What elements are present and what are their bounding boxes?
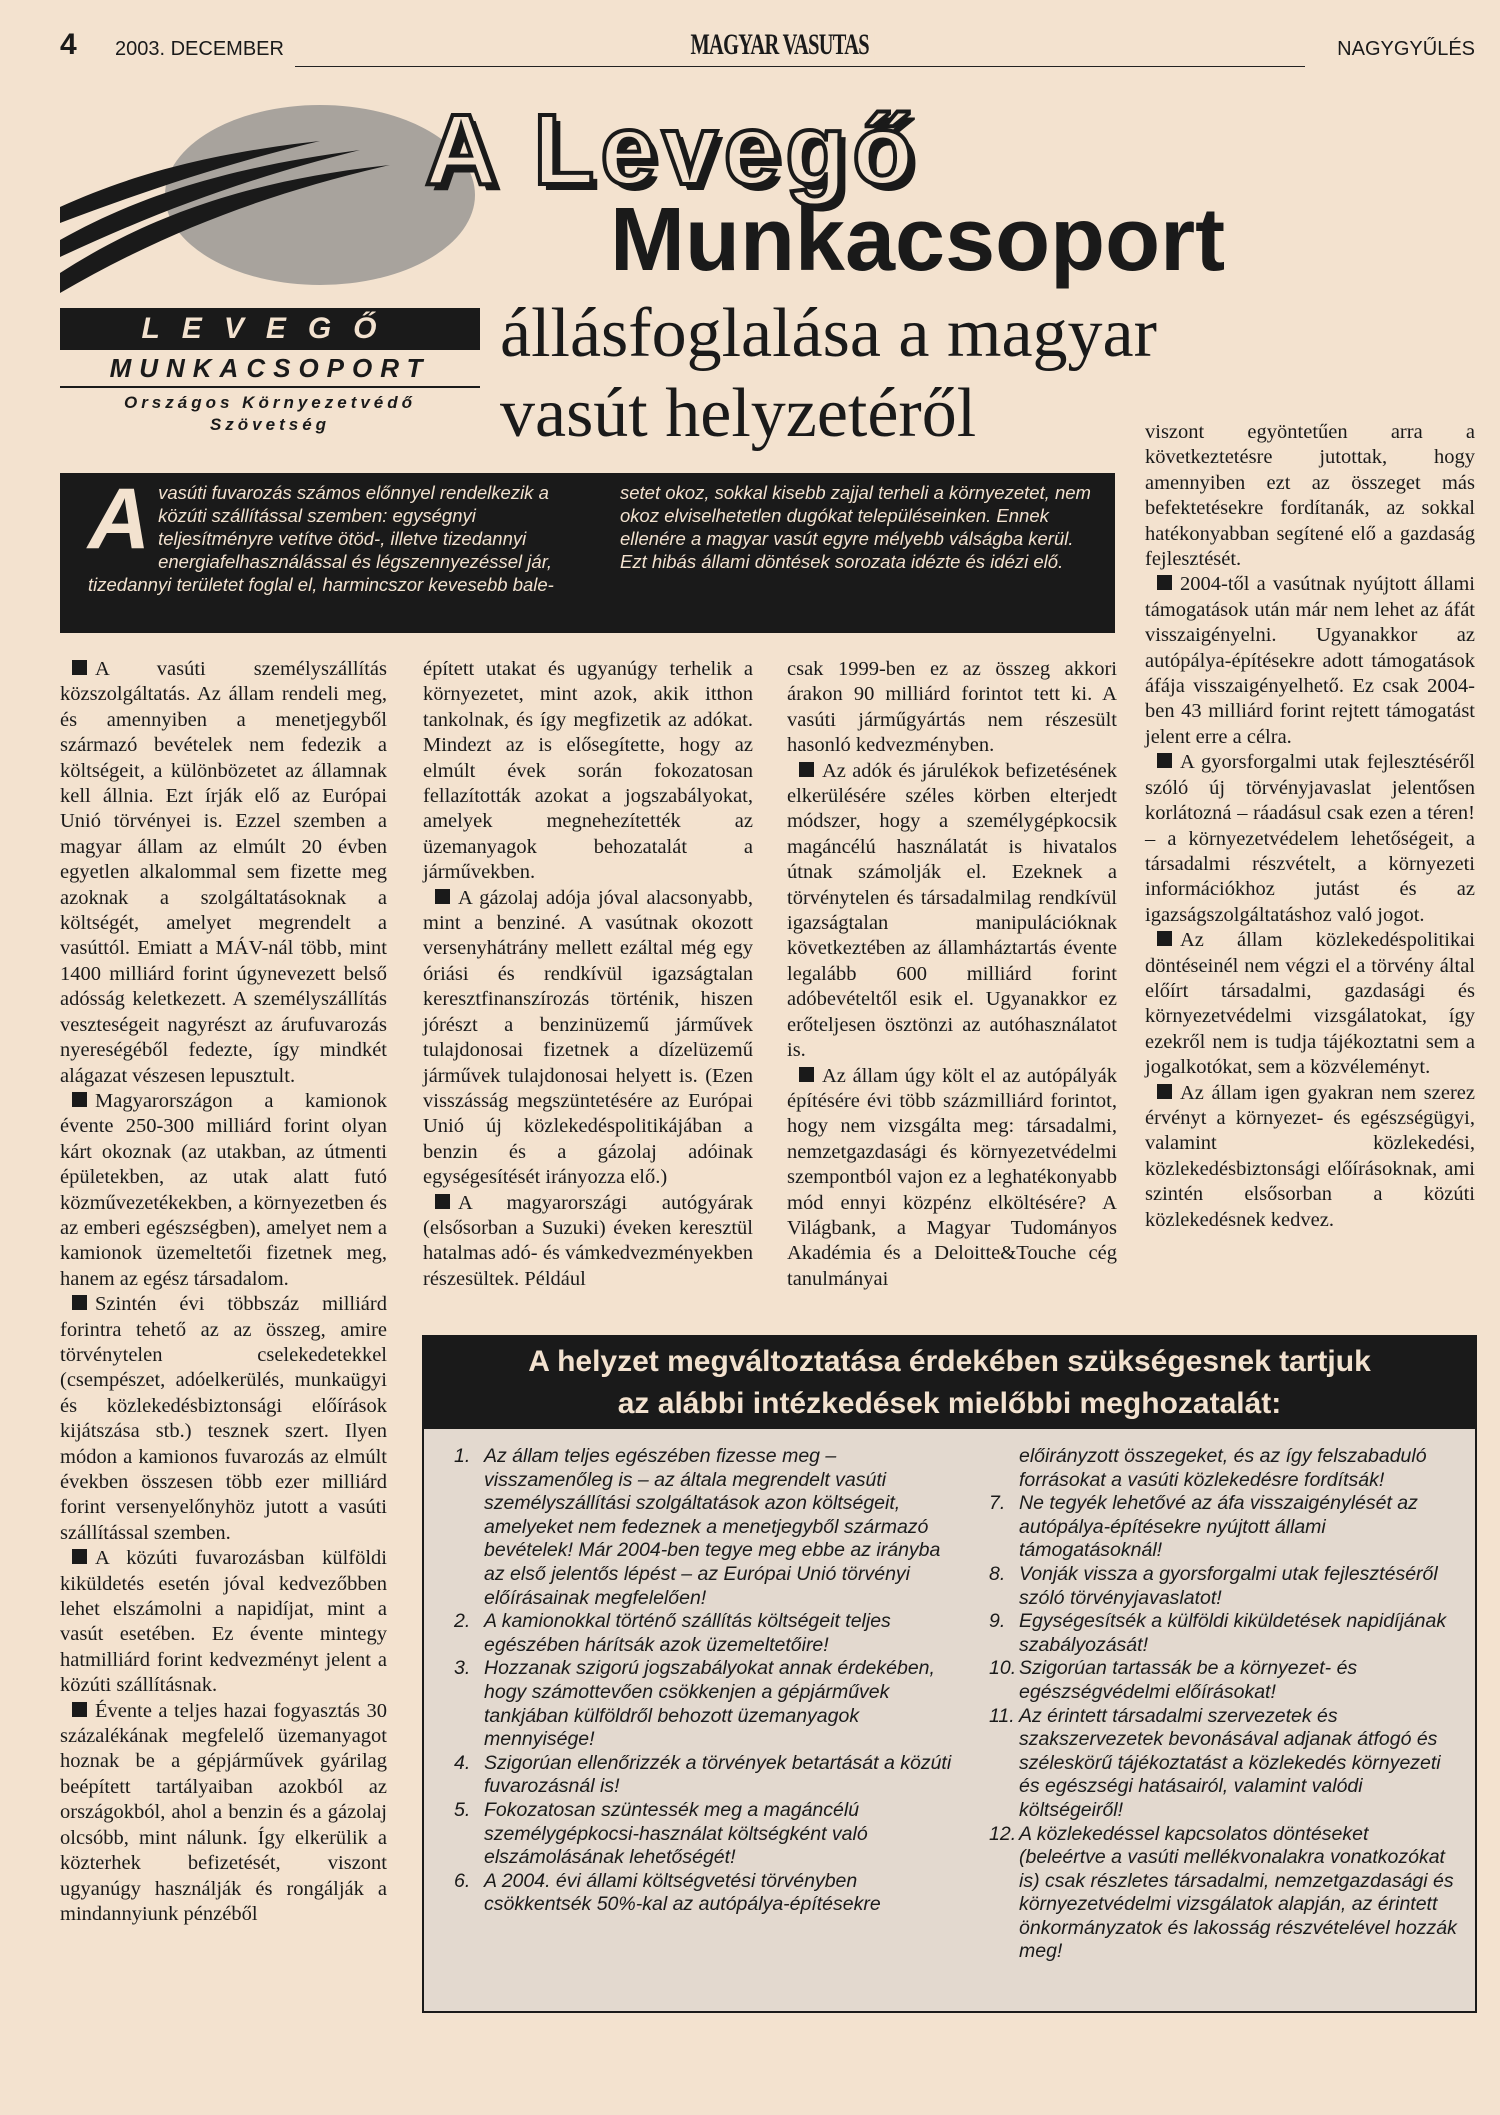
list-item-text: Hozzanak szigorú jogszabályokat annak érdekében, hogy számottevően csökkenjen a gépjárművek tankjában külföldről behozott üzemanyagok mennyisége! xyxy=(484,1657,935,1751)
lead-box xyxy=(60,473,1115,633)
demands-heading-line1: A helyzet megváltoztatása érdekében szükségesnek tartjuk xyxy=(528,1345,1371,1378)
paragraph xyxy=(423,886,753,1191)
list-item-number: 1. xyxy=(454,1445,471,1467)
paragraph xyxy=(787,1064,1117,1293)
square-bullet-icon xyxy=(1157,931,1172,946)
paragraph-text: Magyarországon a kamionok évente 250-300 milliárd forint olyan kárt okoznak (az utakban, az útmenti épületekben, az utak alatt futó közművezetékekben, a környezetben és az emberi egészségben), amelyet nem a kamionok üzemeltetői fizetnek meg, hanem az egész társadalom. xyxy=(60,1089,387,1290)
list-item-number: 11. xyxy=(989,1704,1015,1727)
list-item-text: A kamionokkal történő szállítás költségeit teljes egészében hárítsák azok üzemeltetőire! xyxy=(484,1610,891,1656)
issue-date: 2003. DECEMBER xyxy=(115,38,284,60)
demands-body xyxy=(422,1427,1477,2013)
paragraph xyxy=(423,657,753,886)
paragraph xyxy=(1145,1081,1475,1233)
logo-org-line2: Szövetség xyxy=(209,415,331,434)
paragraph xyxy=(60,1292,387,1546)
list-item xyxy=(989,1705,1459,1823)
list-item-text: Az állam teljes egészében fizesse meg – visszamenőleg is – az általa megrendelt vasúti személyszállítási szolgáltatások azon költségeit, amelyeket nem fedeznek a menetjegyből származó bevételek! Már 2004-ben tegye meg ebbe az irányba az első jelentős lépést – az Európai Unió törvényi előírásainak megfelelően! xyxy=(484,1445,941,1609)
list-item xyxy=(989,1610,1459,1657)
demands-list-right xyxy=(989,1445,1459,1964)
list-item-number: 4. xyxy=(454,1751,471,1774)
organization-logo xyxy=(60,95,480,435)
list-item xyxy=(989,1563,1459,1610)
page-number: 4 xyxy=(60,28,77,61)
paragraph xyxy=(1145,420,1475,572)
paragraph-text: A gázolaj adója jóval alacsonyabb, mint a benziné. A vasútnak okozott versenyhátrány mellett ezáltal még egy óriási és rendkívül igazságtalan keresztfinanszírozás történik, hiszen jórészt a benzinüzemű járművek tulajdonosai fizetnek a dízelüzemű járművek tulajdonosai helyett is. (Ezen visszásság megszüntetésére az Európai Unió új közlekedéspolitikájában a benzin és a gázolaj adóinak egységesítését irányozza elő.) xyxy=(423,886,753,1189)
square-bullet-icon xyxy=(799,762,814,777)
list-item xyxy=(454,1870,954,1917)
body-column-2 xyxy=(423,657,753,1292)
list-item-text: Vonják vissza a gyorsforgalmi utak fejlesztéséről szóló törvényjavaslatot! xyxy=(1019,1562,1438,1609)
header-rule xyxy=(295,66,1305,67)
paragraph-text: Az állam úgy költ el az autópályák építésére évi több százmilliárd forintot, hogy nem vizsgálta meg: társadalmi, nemzetgazdasági és környezetvédelmi szempontból vajon ez a leghatékonyabb mód ennyi közpénz elköltésére? A Világbank, a Magyar Tudományos Akadémia és a Deloitte&Touche cég tanulmányai xyxy=(787,1064,1117,1290)
paragraph-text: Az állam igen gyakran nem szerez érvényt a környezet- és egészségügyi, valamint közlekedési, közlekedésbiztonsági előírásoknak, ami szintén elsősorban a közúti közlekedésnek kedvez. xyxy=(1145,1081,1475,1231)
list-item-text: A közlekedéssel kapcsolatos döntéseket (beleértve a vasúti mellékvonalakra vonatkozókat is) csak részletes társadalmi, nemzetgazdasági és környezetvédelmi vizsgálatok alapján, az érintett önkormányzatok és lakosság részvételével hozzák meg! xyxy=(1019,1822,1457,1963)
demands-box xyxy=(422,1335,1477,2013)
paragraph-text: Az adók és járulékok befizetésének elkerülésére széles körben elterjedt módszer, hogy a személygépkocsik magáncélú használatát is hivatalos útnak számolják el. Ezeknek a törvénytelen és társadalmilag rendkívül igazságtalan manipulációknak következtében az államháztartás évente legalább 600 milliárd forint adóbevételtől esik el. Ugyanakkor ez erőteljesen ösztönzi az autóhasználatot is. xyxy=(787,759,1117,1062)
square-bullet-icon xyxy=(72,1549,87,1564)
square-bullet-icon xyxy=(72,1702,87,1717)
list-item-number: 6. xyxy=(454,1869,471,1892)
lead-right-text: setet okoz, sokkal kisebb zajjal terheli a környezetet, nem okoz elviselhetetlen dugókat településeinken. Ennek ellenére a magyar vasút egyre mélyebb válságba kerül. Ezt hibás állami döntések sorozata idézte és idézi elő. xyxy=(620,482,1091,572)
headline-line2: Munkacsoport xyxy=(610,190,1226,290)
page-header xyxy=(60,28,1475,68)
square-bullet-icon xyxy=(1157,753,1172,768)
paragraph-text: A vasúti személyszállítás közszolgáltatás. Az állam rendeli meg, és amennyiben a menetjegyből származó bevételek nem fedezik a költségeit, a különbözetet az államnak kell állnia. Ezt írják elő az Európai Unió törvényei is. Ezzel szemben a magyar állam az elmúlt 20 évben egyetlen alkalommal sem fizette meg azoknak a szolgáltatásoknak a költségét, amelyet megrendelt a vasúttól. Emiatt a MÁV-nál több, mint 1400 milliárd forint úgynevezett belső adósság keletkezett. A személyszállítás veszteségeit nagyrészt az árufuvarozás nyereségéből fedezte, így mindkét alágazat vészesen lepusztult. xyxy=(60,658,387,1087)
paragraph xyxy=(60,657,387,1089)
paragraph xyxy=(423,1191,753,1293)
list-item-continuation: előirányzott összegeket, és az így felszabaduló forrásokat a vasúti közlekedésre fordítsák! xyxy=(1019,1445,1427,1491)
paragraph-text: A magyarországi autógyárak (elsősorban a Suzuki) éveken keresztül hatalmas adó- és vámkedvezményekben részesültek. Például xyxy=(423,1191,753,1290)
paragraph-text: A gyorsforgalmi utak fejlesztéséről szóló új törvényjavaslat jelentősen korlátozná – ráadásul csak ezen a téren! – a környezetvédelem lehetőségeit, a társadalmi részvételt, a környezeti információkhoz jutást és az igazságszolgáltatáshoz való jogot. xyxy=(1145,751,1475,926)
paragraph xyxy=(60,1546,387,1698)
list-item-text: A 2004. évi állami költségvetési törvényben csökkentsék 50%-kal az autópálya-építésekre xyxy=(484,1869,881,1916)
list-item xyxy=(989,1657,1459,1704)
list-item-text: Szigorúan ellenőrizzék a törvények betartását a közúti fuvarozásnál is! xyxy=(484,1751,952,1798)
list-item xyxy=(454,1657,954,1751)
list-item xyxy=(454,1445,954,1610)
square-bullet-icon xyxy=(435,1194,450,1209)
subheadline-line2: vasút helyzetéről xyxy=(500,375,977,452)
paragraph-text: épített utakat és ugyanúgy terhelik a környezetet, mint azok, akik itthon tankolnak, és így megfizetik az adókat. Mindezt az is elősegítette, hogy az elmúlt évek során fokozatosan fellazították azokat a jogszabályokat, amelyek megnehezítették az üzemanyagok behozatalát a járművekben. xyxy=(423,658,753,884)
body-column-3 xyxy=(787,657,1117,1292)
paragraph xyxy=(60,1089,387,1292)
paragraph xyxy=(787,759,1117,1064)
paragraph xyxy=(787,657,1117,759)
square-bullet-icon xyxy=(1157,575,1172,590)
lead-left-body: vasúti fuvarozás számos előnnyel rendelkezik a közúti szállítással szemben: egységnyi teljesítményre vetítve ötöd-, illetve tizedannyi energiafelhasználással és légszennyezéssel jár, tizedannyi területet foglal el, harmincszor kevesebb bale- xyxy=(88,482,554,595)
subheadline-line1: állásfoglalása a magyar xyxy=(500,295,1157,372)
paragraph xyxy=(1145,572,1475,750)
lead-left-text xyxy=(88,471,588,596)
demands-list-left xyxy=(454,1445,954,1917)
masthead: MAGYAR VASUTAS xyxy=(685,28,874,62)
logo-swoosh-icon xyxy=(60,95,480,305)
square-bullet-icon xyxy=(1157,1084,1172,1099)
paragraph-text: viszont egyöntetűen arra a következtetésre jutottak, hogy amennyiben ezt az összeget más befektetésekre fordítanák, az sokkal hatékonyabban segítené elő a gazdaság fejlesztését. xyxy=(1145,421,1475,571)
list-item-text: Fokozatosan szüntessék meg a magáncélú személygépkocsi-használat költségként való elszámolásának lehetőségét! xyxy=(484,1798,868,1869)
paragraph-text: csak 1999-ben ez az összeg akkori árakon 90 milliárd forintot tett ki. A vasúti járműgyártás nem részesült hasonló kedvezményben. xyxy=(787,658,1117,757)
body-column-4 xyxy=(1145,420,1475,1233)
list-item-text: Egységesítsék a külföldi kiküldetések napidíjának szabályozását! xyxy=(1019,1610,1447,1656)
square-bullet-icon xyxy=(72,1295,87,1310)
paragraph-text: Az állam közlekedéspolitikai döntéseinél nem végzi el a törvény által előírt társadalmi, gazdasági és környezetvédelmi vizsgálatokat, így ezekről nem is tudja tájékoztatni sem a jogalkotókat, sem a közvéleményt. xyxy=(1145,929,1475,1079)
demands-heading xyxy=(422,1335,1477,1427)
paragraph xyxy=(1145,750,1475,928)
list-item-number: 8. xyxy=(989,1562,1006,1585)
paragraph-text: A közúti fuvarozásban külföldi kiküldetés esetén jóval kedvezőbben lehet elszámolni a napidíjat, mint a vasút esetében. Ez évente mintegy hatmilliárd forint kedvezményt jelent a közúti szállításnak. xyxy=(60,1547,387,1697)
list-item-number: 7. xyxy=(989,1492,1006,1515)
lead-dropcap: A xyxy=(88,471,151,567)
list-item-number: 12. xyxy=(989,1822,1017,1845)
section-name: NAGYGYŰLÉS xyxy=(1337,38,1475,60)
logo-org-line1: Országos Környezetvédő xyxy=(123,393,417,412)
list-item xyxy=(454,1610,954,1657)
list-item-number: 10. xyxy=(989,1657,1017,1680)
list-item-number: 9. xyxy=(989,1610,1006,1633)
logo-name-line2: MUNKACSOPORT xyxy=(60,350,480,388)
list-item-number: 2. xyxy=(454,1610,471,1633)
list-item xyxy=(454,1752,954,1799)
paragraph-text: Szintén évi többszáz milliárd forintra tehető az az összeg, amire törvénytelen cselekedetekkel (csempészet, adóelkerülés, munkaügyi és közlekedésbiztonsági előírások kijátszása stb.) tesznek szert. Ilyen módon a kamionos fuvarozás az elmúlt években összesen több ezer milliárd forint versenyelőnyhöz jutott a vasúti szállítással szemben. xyxy=(60,1293,387,1544)
square-bullet-icon xyxy=(72,1092,87,1107)
list-item-number: 5. xyxy=(454,1798,471,1821)
list-item xyxy=(989,1823,1459,1965)
paragraph-text: Évente a teljes hazai fogyasztás 30 százalékának megfelelő üzemanyagot hoznak be a gépjárművek gyárilag beépített tartályaiban azokból az országokból, ahol a benzin és a gázolaj olcsóbb, mint nálunk. Így elkerülik a közterhek befizetését, viszont ugyanúgy használják és rongálják a mindannyiunk pénzéből xyxy=(60,1699,387,1925)
demands-heading-line2: az alábbi intézkedések mielőbbi meghozatalát: xyxy=(617,1387,1282,1420)
logo-name-line1: LEVEGŐ xyxy=(60,308,480,350)
paragraph xyxy=(1145,928,1475,1080)
logo-organization xyxy=(60,392,480,436)
square-bullet-icon xyxy=(799,1067,814,1082)
list-item-text: Szigorúan tartassák be a környezet- és egészségvédelmi előírásokat! xyxy=(1019,1657,1358,1703)
square-bullet-icon xyxy=(72,660,87,675)
list-item-text: Ne tegyék lehetővé az áfa visszaigénylését az autópálya-építésekre nyújtott állami támogatásoknál! xyxy=(1019,1492,1418,1562)
list-item-text: Az érintett társadalmi szervezetek és szakszervezetek bevonásával adjanak átfogó és széleskörű tájékoztatást a közlekedés környezeti és egészségi hatásairól, valamint valódi költségeiről! xyxy=(1019,1704,1441,1821)
list-item xyxy=(454,1799,954,1870)
list-item xyxy=(989,1492,1459,1563)
list-item-number: 3. xyxy=(454,1657,471,1680)
headline-line1: A Levegő xyxy=(425,94,920,206)
body-column-1 xyxy=(60,657,387,1927)
paragraph xyxy=(60,1699,387,1928)
square-bullet-icon xyxy=(435,889,450,904)
paragraph-text: 2004-től a vasútnak nyújtott állami támogatások után már nem lehet az áfát visszaigényelni. Ugyanakkor az autópálya-építésekre adott támogatások áfája visszaigényelhető. Ez csak 2004-ben 43 milliárd forint rejtett támogatást jelent erre a célra. xyxy=(1145,573,1475,748)
